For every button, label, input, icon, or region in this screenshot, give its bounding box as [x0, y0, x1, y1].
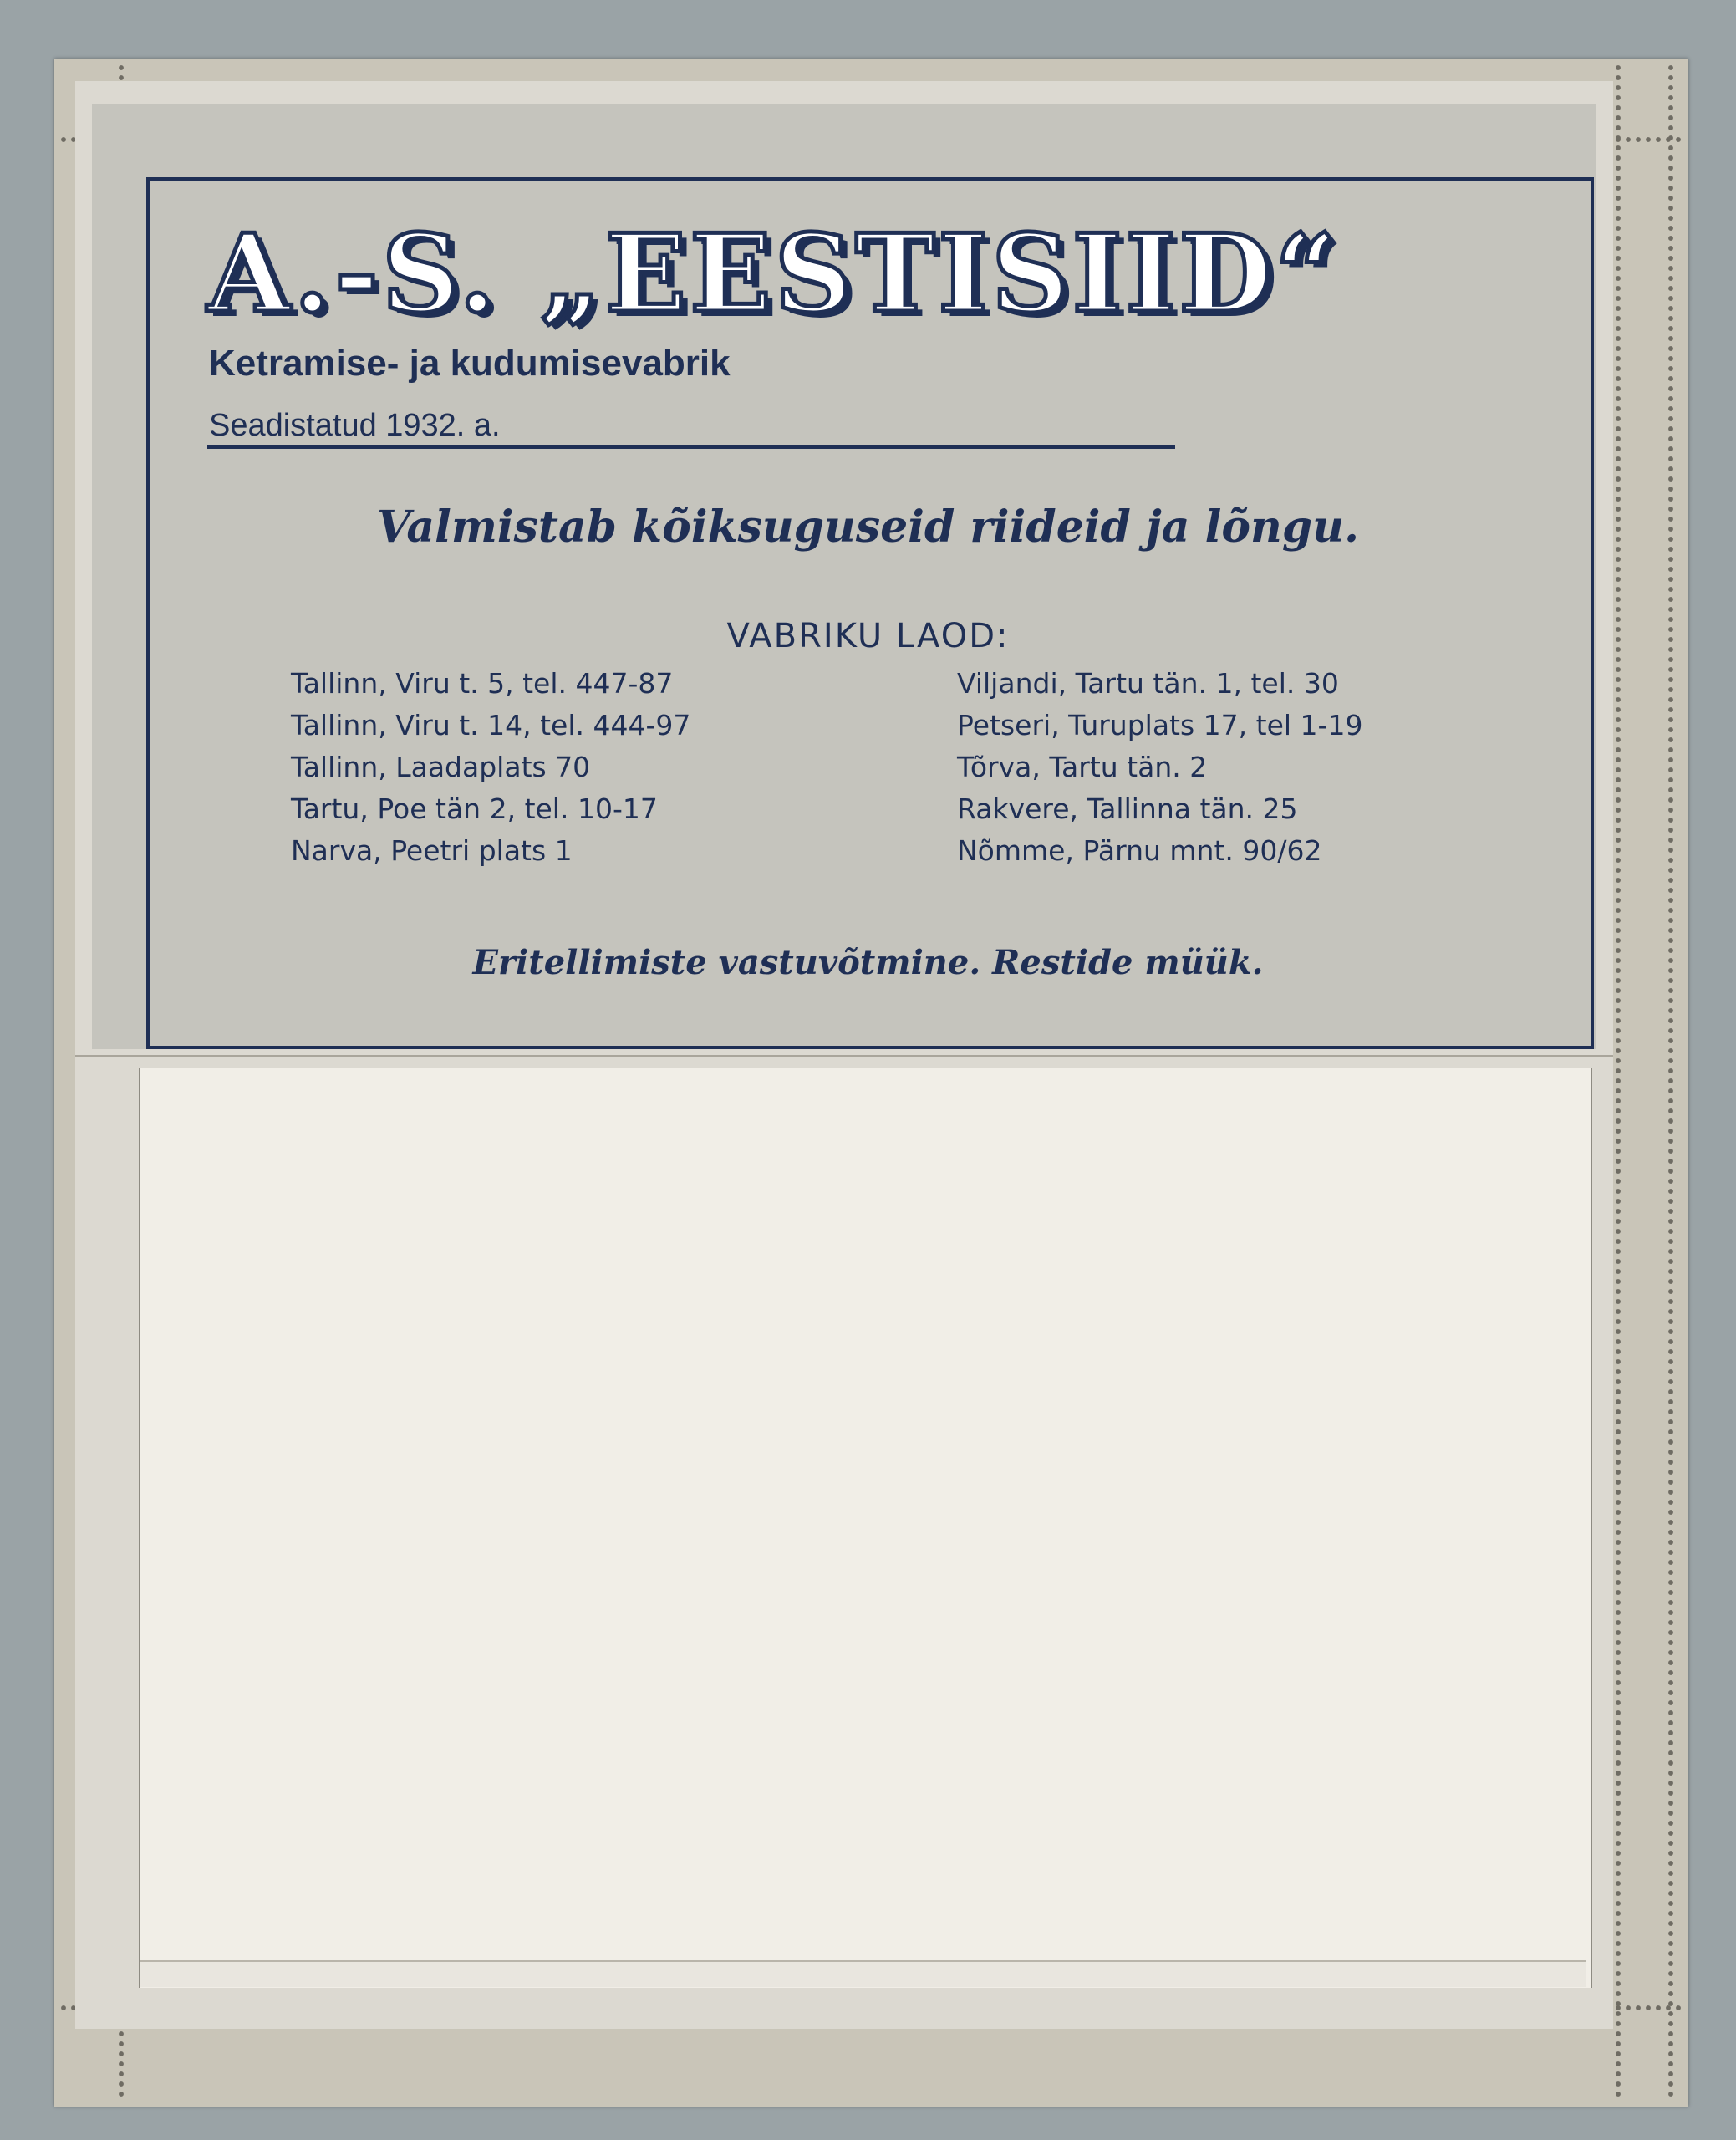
- blank-writing-area: [139, 1068, 1592, 1988]
- footer-line: Eritellimiste vastuvõtmine. Restide müük.: [472, 943, 1264, 982]
- warehouse-entry: Tallinn, Viru t. 14, tel. 444-97: [291, 709, 691, 741]
- warehouse-entry: Tallinn, Laadaplats 70: [291, 751, 591, 783]
- company-subtitle: Ketramise- ja kudumisevabrik: [209, 343, 731, 384]
- warehouse-entry: Nõmme, Pärnu mnt. 90/62: [957, 834, 1322, 867]
- company-name: A.-S. „EESTISIID“: [207, 211, 1341, 337]
- warehouse-entry: Rakvere, Tallinna tän. 25: [957, 792, 1298, 825]
- founded-line: Seadistatud 1932. a.: [209, 408, 501, 443]
- warehouse-entry: Tõrva, Tartu tän. 2: [957, 751, 1208, 783]
- tagline: Valmistab kõiksuguseid riideid ja lõngu.: [376, 502, 1360, 553]
- perforation-right: [1615, 63, 1621, 2102]
- warehouse-entry: Narva, Peetri plats 1: [291, 834, 573, 867]
- warehouse-entry: Petseri, Turuplats 17, tel 1-19: [957, 709, 1363, 741]
- warehouse-entry: Viljandi, Tartu tän. 1, tel. 30: [957, 667, 1339, 700]
- warehouse-entry: Tartu, Poe tän 2, tel. 10-17: [291, 792, 658, 825]
- lower-sheet-edge: [140, 1960, 1586, 1987]
- header-rule: [207, 445, 1175, 449]
- warehouses-title: VABRIKU LAOD:: [726, 617, 1010, 655]
- perforation-far-right: [1667, 63, 1674, 2102]
- warehouses-right-column: [957, 663, 1362, 872]
- warehouses-left-column: [291, 663, 690, 872]
- warehouse-entry: Tallinn, Viru t. 5, tel. 447-87: [291, 667, 674, 700]
- fold-line: [75, 1055, 1613, 1057]
